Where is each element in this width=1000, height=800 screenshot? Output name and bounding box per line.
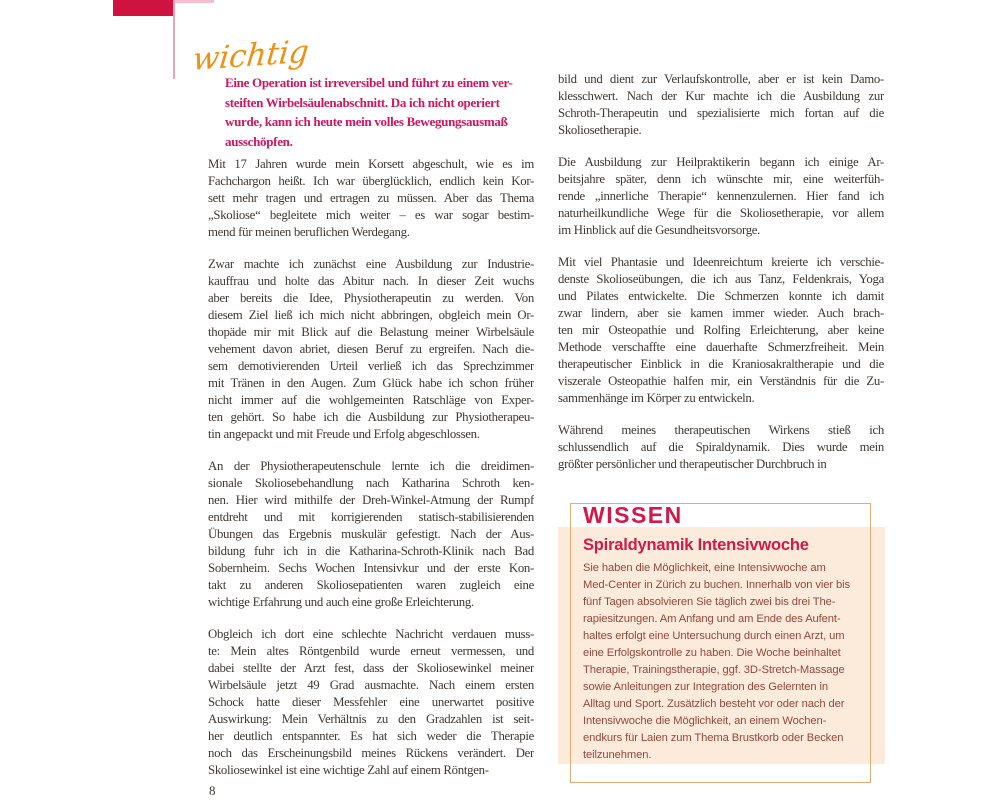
paragraph bbox=[558, 71, 884, 139]
text-line: entdreht und mit korrigierenden statisch-stabilisierenden bbox=[208, 510, 534, 524]
text-line: sem demotivierenden Urteil verließ ich das Sprechzimmer bbox=[208, 359, 534, 373]
text-line: Schroth-Therapeutin und spezialisierte mich fortan auf die bbox=[558, 106, 884, 120]
text-line: viszerale Osteopathie halfen mir, ein Verständnis für die Zu- bbox=[558, 374, 884, 388]
text-line: Obgleich ich dort eine schlechte Nachricht verdauen muss- bbox=[208, 627, 534, 641]
text-line: Skoliosewinkel ist eine wichtige Zahl auf einem Röntgen- bbox=[208, 763, 489, 777]
text-line: Alltag und Sport. Zusätzlich besteht vor oder nach der bbox=[583, 698, 845, 710]
text-line: steiften Wirbelsäulenabschnitt. Da ich nicht operiert bbox=[225, 94, 500, 110]
text-line: wurde, kann ich heute mein volles Bewegungsausmaß bbox=[225, 114, 508, 129]
wissen-box-heading: Spiraldynamik Intensivwoche bbox=[583, 536, 809, 554]
text-line: bildung fuhr ich in die Katharina-Schroth-Klinik nach Bad bbox=[208, 544, 534, 558]
intro-highlight-text bbox=[225, 73, 535, 151]
text-line: Skoliosetherapie. bbox=[558, 123, 642, 137]
text-line: Auswirkung: Mein Verhältnis zu den Gradzahlen ist seit- bbox=[208, 712, 534, 726]
text-line: therapeutischer Einblick in die Kraniosakraltherapie und die bbox=[558, 357, 884, 371]
text-line: denste Skolioseübungen, die ich aus Tanz, Feldenkrais, Yoga bbox=[558, 272, 884, 286]
text-line: Sie haben die Möglichkeit, eine Intensivwoche am bbox=[583, 562, 826, 574]
paragraph bbox=[558, 422, 884, 473]
text-line: Übungen das Ergebnis muskulär gefestigt. Nach der Aus- bbox=[208, 527, 534, 541]
text-line: An der Physiotherapeutenschule lernte ich die dreidimen- bbox=[208, 459, 534, 473]
top-left-accent-bar bbox=[113, 0, 173, 16]
text-line: aber bereits die Idee, Physiotherapeutin zu werden. Von bbox=[208, 291, 534, 305]
text-line: Intensivwoche die Möglichkeit, an einem Wochen- bbox=[583, 715, 827, 727]
text-line: Mit 17 Jahren wurde mein Korsett abgeschult, wie es im bbox=[208, 157, 534, 171]
text-line: takt zu anderen Skoliosepatienten waren zugleich eine bbox=[208, 578, 534, 592]
wichtig-script-heading: wichtig bbox=[191, 33, 311, 78]
text-line: tin angepackt und mit Freude und Erfolg abgeschlossen. bbox=[208, 427, 480, 441]
text-line: her deutlich entspannter. Es hat sich weder die Therapie bbox=[208, 729, 534, 743]
text-line: mit Tränen in den Augen. Zum Glück habe ich schon früher bbox=[208, 376, 534, 390]
text-line: te: Mein altes Röntgenbild wurde erneut vermessen, und bbox=[208, 644, 534, 658]
text-line: wichtige Erfahrung und auch eine große Erleichterung. bbox=[208, 595, 474, 609]
wissen-box-body bbox=[583, 560, 863, 764]
top-pink-vertical-line bbox=[173, 0, 175, 79]
text-line: zwar lindern, aber sie kamen immer wieder. Auch brach- bbox=[558, 306, 884, 320]
text-line: diesem Ziel ließ ich mich nicht abbringen, obgleich mein Or- bbox=[208, 308, 534, 322]
text-line: schlussendlich auf die Spiraldynamik. Dies wurde mein bbox=[558, 440, 884, 454]
text-line: naturheilkundliche Wege für die Skoliosetherapie, vor allem bbox=[558, 206, 884, 220]
left-text-column bbox=[208, 156, 534, 788]
text-line: ten mir Osteopathie und Rolfing Erleichterung, aber keine bbox=[558, 323, 884, 337]
text-line: haltes erfolgt eine Untersuchung durch einen Arzt, um bbox=[583, 630, 845, 642]
text-line: rende „innerliche Therapie“ kennenzulernen. Hier fand ich bbox=[558, 189, 884, 203]
text-line: mend für meinen beruflichen Werdegang. bbox=[208, 225, 410, 239]
text-line: Während meines therapeutischen Wirkens stieß ich bbox=[558, 423, 884, 437]
text-line: Schock hatte dieser Messfehler eine unerwartet positive bbox=[208, 695, 534, 709]
paragraph bbox=[208, 626, 534, 779]
text-line: thopäde mir mit Blick auf die Belastung meiner Wirbelsäule bbox=[208, 325, 534, 339]
top-pink-strip bbox=[175, 0, 214, 3]
text-line: im Hinblick auf die Gesundheitsvorsorge. bbox=[558, 223, 761, 237]
text-line: klesschwert. Nach der Kur machte ich die Ausbildung zur bbox=[558, 89, 884, 103]
text-line: dabei stellte der Arzt fest, dass der Skoliosewinkel meiner bbox=[208, 661, 534, 675]
text-line: rapiesitzungen. Am Anfang und am Ende des Aufent- bbox=[583, 613, 841, 625]
text-line: eine Erfolgskontrolle zu haben. Die Woche beinhaltet bbox=[583, 647, 841, 659]
page-number: 8 bbox=[209, 783, 216, 798]
text-line: Methode verschaffte eine dauerhafte Schmerzfreiheit. Mein bbox=[558, 340, 884, 354]
text-line: nicht immer auf die wohlgemeinten Ratschläge von Exper- bbox=[208, 393, 534, 407]
paragraph bbox=[558, 254, 884, 407]
text-line: Mit viel Phantasie und Ideenreichtum kreierte ich verschie- bbox=[558, 255, 884, 269]
text-line: Eine Operation ist irreversibel und führt zu einem ver- bbox=[225, 75, 513, 90]
text-line: Die Ausbildung zur Heilpraktikerin begann ich einige Ar- bbox=[558, 155, 884, 169]
paragraph bbox=[208, 156, 534, 241]
text-line: ausschöpfen. bbox=[225, 133, 293, 149]
text-line: endkurs für Laien zum Thema Brustkorb oder Becken bbox=[583, 732, 844, 744]
text-line: Wirbelsäule jetzt 49 Grad ausmachte. Nach einem ersten bbox=[208, 678, 534, 692]
text-line: sett mehr tragen und ertragen zu müssen. Aber das Thema bbox=[208, 191, 534, 205]
text-line: „Skoliose“ begleitete mich weiter – es war sogar bestim- bbox=[208, 208, 534, 222]
wissen-box-title: WISSEN bbox=[583, 502, 683, 528]
text-line: Sobernheim. Sechs Wochen Intensivkur und der erste Kon- bbox=[208, 561, 534, 575]
text-line: teilzunehmen. bbox=[583, 749, 652, 761]
text-line: bild und dient zur Verlaufskontrolle, aber er ist kein Damo- bbox=[558, 72, 884, 86]
right-text-column bbox=[558, 71, 884, 481]
text-line: Med-Center in Zürich zu buchen. Innerhalb von vier bis bbox=[583, 579, 850, 591]
paragraph bbox=[208, 256, 534, 443]
text-line: sionale Skoliosebehandlung nach Katharina Schroth ken- bbox=[208, 476, 534, 490]
paragraph bbox=[558, 154, 884, 239]
text-line: Zwar machte ich zunächst eine Ausbildung zur Industrie- bbox=[208, 257, 534, 271]
text-line: fünf Tagen absolvieren Sie täglich zwei bis drei The- bbox=[583, 596, 836, 608]
text-line: Therapie, Trainingstherapie, ggf. 3D-Stretch-Massage bbox=[583, 664, 845, 676]
paragraph bbox=[208, 458, 534, 611]
text-line: größter persönlicher und therapeutischer Durchbruch in bbox=[558, 457, 827, 471]
text-line: beitsjahre später, denn ich wünschte mir, eine weiterfüh- bbox=[558, 172, 884, 186]
text-line: sowie Anleitungen zur Integration des Gelernten in bbox=[583, 681, 829, 693]
text-line: nen. Hier wird mithilfe der Dreh-Winkel-Atmung der Rumpf bbox=[208, 493, 534, 507]
text-line: vehement davon abriet, diesen Beruf zu ergreifen. Nach die- bbox=[208, 342, 534, 356]
text-line: ten gehört. So habe ich die Ausbildung zur Physiotherapeu- bbox=[208, 410, 534, 424]
text-line: sammenhänge im Körper zu entwickeln. bbox=[558, 391, 755, 405]
text-line: und Pilates entwickelte. Die Schmerzen konnte ich damit bbox=[558, 289, 884, 303]
text-line: noch das Erscheinungsbild meines Rückens verändert. Der bbox=[208, 746, 534, 760]
text-line: kauffrau und holte das Abitur nach. In dieser Zeit wuchs bbox=[208, 274, 534, 288]
text-line: Fachchargon heißt. Ich war überglücklich, endlich kein Kor- bbox=[208, 174, 534, 188]
